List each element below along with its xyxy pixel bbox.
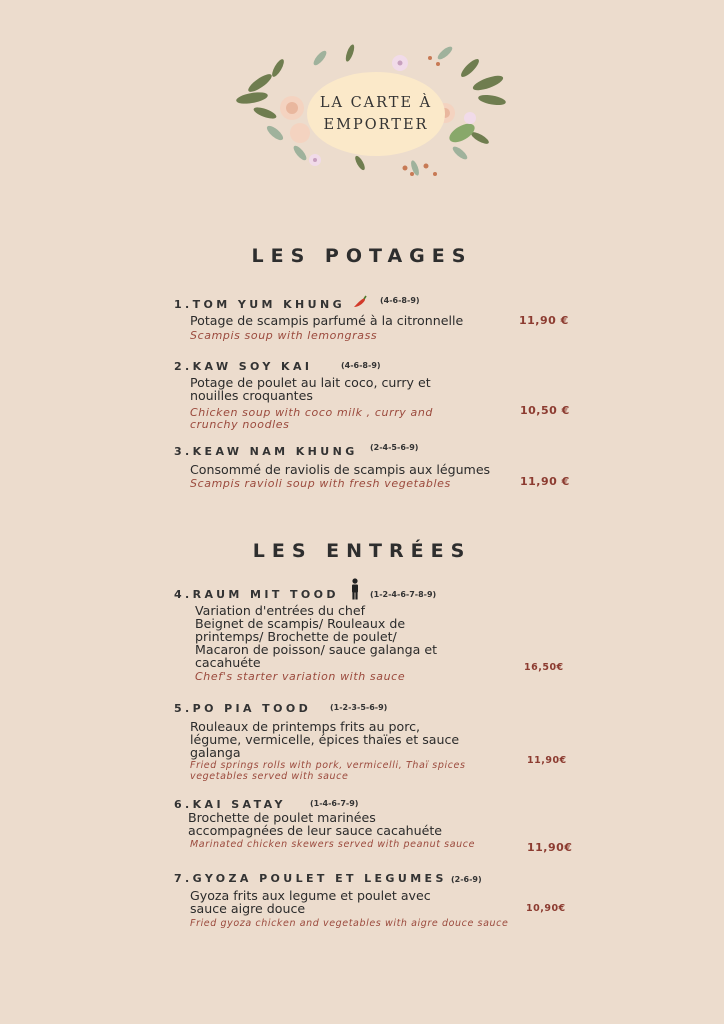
item-description-en: Chicken soup with coco milk , curry and crunchy noodles [190, 406, 434, 431]
allergen-codes: (2-4-5-6-9) [370, 443, 419, 452]
item-description-fr: Potage de scampis parfumé à la citronnelle [190, 313, 464, 328]
header-title-line2: EMPORTER [323, 117, 429, 133]
section-title-entrees: LES ENTRÉES [252, 540, 472, 562]
item-description-en: Chef's starter variation with sauce [195, 670, 406, 683]
allergen-codes: (4-6-8-9) [341, 361, 381, 370]
item-title: 4.RAUM MIT TOOD [174, 588, 339, 601]
item-description-fr: Variation d'entrées du chef Beignet de scampis/ Rouleaux de printemps/ Brochette de poulet/ Macaron de poisson/ sauce galanga et cacahuéte [195, 603, 438, 670]
item-description-en: Marinated chicken skewers served with peanut sauce [190, 839, 476, 850]
item-price: 11,90€ [527, 755, 567, 766]
item-description-en: Fried springs rolls with pork, vermicelli, Thaï spices vegetables served with sauce [190, 760, 466, 782]
item-description-en: Scampis soup with lemongrass [190, 329, 378, 342]
allergen-codes: (1-4-6-7-9) [310, 799, 359, 808]
item-description-fr: Rouleaux de printemps frits au porc, légume, vermicelle, épices thaïes et sauce galanga [190, 719, 460, 760]
item-description-fr: Potage de poulet au lait coco, curry et nouilles croquantes [190, 375, 431, 403]
item-description-fr: Brochette de poulet marinées accompagnées de leur sauce cacahuéte [188, 810, 443, 838]
item-description-fr: Consommé de raviolis de scampis aux légumes [190, 462, 491, 477]
item-title: 7.GYOZA POULET ET LEGUMES [174, 872, 447, 885]
item-price: 10,50 € [520, 404, 570, 417]
item-price: 16,50€ [524, 662, 564, 673]
item-price: 11,90 € [520, 475, 570, 488]
item-title: 2.KAW SOY KAI [174, 360, 313, 373]
person-icon [350, 578, 360, 600]
allergen-codes: (2-6-9) [451, 875, 482, 884]
item-title: 6.KAI SATAY [174, 798, 286, 811]
item-description-fr: Gyoza frits aux legume et poulet avec sauce aigre douce [190, 888, 431, 916]
allergen-codes: (1-2-3-5-6-9) [330, 703, 388, 712]
item-price: 11,90€ [527, 841, 573, 854]
item-description-en: Fried gyoza chicken and vegetables with aigre douce sauce [190, 918, 509, 929]
item-price: 10,90€ [526, 903, 566, 914]
header-title-line1: LA CARTE À [319, 95, 433, 111]
allergen-codes: (4-6-8-9) [380, 296, 420, 305]
item-price: 11,90 € [519, 314, 569, 327]
allergen-codes: (1-2-4-6-7-8-9) [370, 590, 437, 599]
item-title: 1.TOM YUM KHUNG [174, 298, 346, 311]
item-description-en: Scampis ravioli soup with fresh vegetables [190, 477, 451, 490]
item-title: 3.KEAW NAM KHUNG [174, 445, 358, 458]
header-title-badge [307, 72, 445, 156]
section-title-potages: LES POTAGES [251, 245, 473, 267]
chili-pepper-icon [352, 295, 368, 311]
item-title: 5.PO PIA TOOD [174, 702, 312, 715]
